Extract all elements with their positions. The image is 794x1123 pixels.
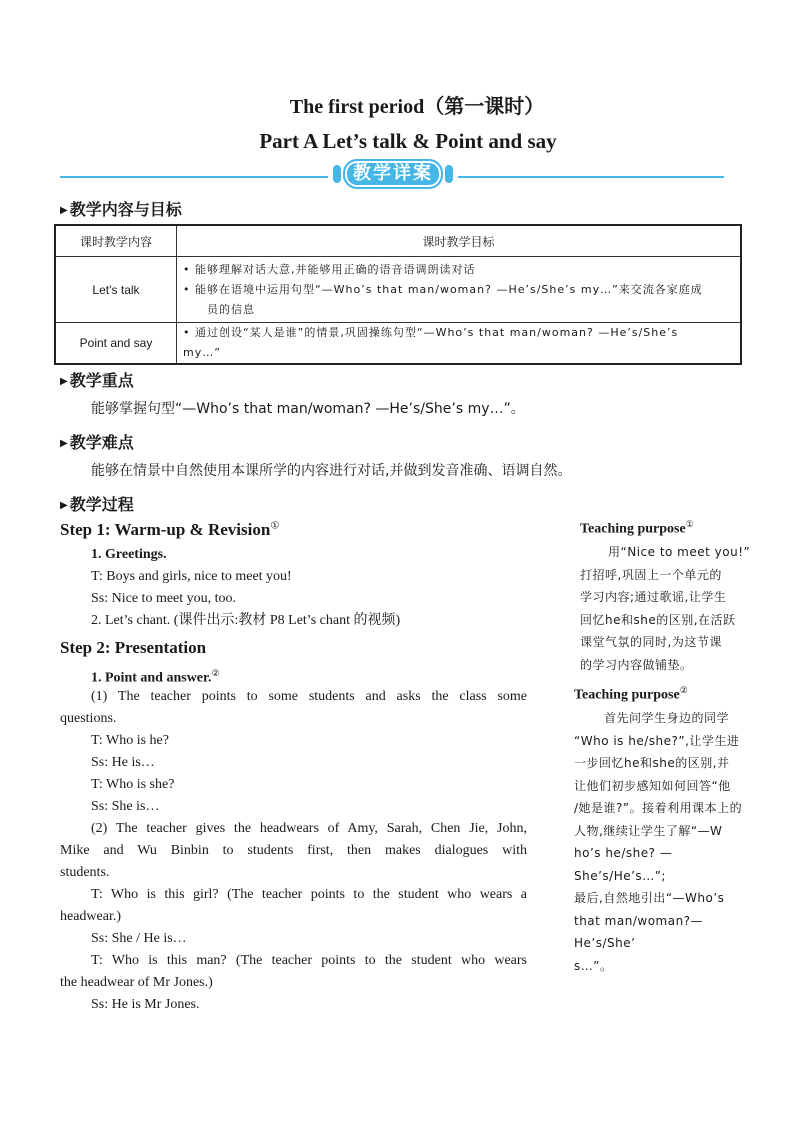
triangle-icon: ▶ <box>60 205 68 216</box>
step-2-line: Ss: He is… <box>91 755 155 770</box>
table-cell-goals <box>177 323 742 365</box>
section-difficulty-label: 教学难点 <box>69 433 134 452</box>
sidebar-note-2-title <box>574 685 688 704</box>
triangle-icon: ▶ <box>60 376 68 387</box>
sidebar-line: 打招呼,巩固上一个单元的 <box>580 567 722 582</box>
table-row <box>55 323 741 365</box>
footnote-marker: ② <box>679 685 688 695</box>
page-title: The first period（第一课时） <box>289 96 545 118</box>
step-2-line: T: Who is he? <box>91 733 169 748</box>
sidebar-line: 一步回忆he和she的区别,并 <box>574 756 730 770</box>
table-row <box>55 257 741 323</box>
step-2-line: Ss: He is Mr Jones. <box>91 997 200 1012</box>
section-focus-heading <box>60 368 134 391</box>
step-2-line: T: Who is this man? (The teacher points to the student who wears <box>91 953 527 968</box>
difficulty-text: 能够在情景中自然使用本课所学的内容进行对话,并做到发音准确、语调自然。 <box>91 463 572 479</box>
step-1-line: 1. Greetings. <box>91 547 167 562</box>
step-2-line: headwear.) <box>60 909 122 924</box>
step-2-line: 1. Point and answer. <box>91 670 212 686</box>
table-header-goals: 课时教学目标 <box>177 225 742 257</box>
goal-line: my…” <box>183 346 221 359</box>
sidebar-line: 首先问学生身边的同学 <box>604 711 730 725</box>
table-cell-content: Point and say <box>55 323 177 365</box>
sidebar-note-1-title <box>580 519 694 538</box>
step-2-line: Ss: She / He is… <box>91 931 187 946</box>
focus-text: 能够掌握句型“—Who’s that man/woman? —He’s/She’s my…”。 <box>91 401 525 417</box>
triangle-icon: ▶ <box>60 438 68 449</box>
goal-line: • 能够理解对话大意,并能够用正确的语音语调朗读对话 <box>183 262 476 276</box>
step-1-line: T: Boys and girls, nice to meet you! <box>91 569 292 584</box>
triangle-icon: ▶ <box>60 500 68 511</box>
section-difficulty-heading <box>60 430 134 453</box>
sidebar-line: /她是谁?”。接着利用课本上的 <box>574 801 743 815</box>
sidebar-line: 最后,自然地引出“—Who’s <box>574 891 725 905</box>
table-cell-goals <box>177 257 742 323</box>
section-process-label: 教学过程 <box>69 495 134 514</box>
sidebar-line: ho’s he/she? —She’s/He’s…”; <box>574 846 673 883</box>
table-cell-content: Let’s talk <box>55 257 177 323</box>
step-2-line: students. <box>60 865 110 880</box>
table-header-content: 课时教学内容 <box>55 225 177 257</box>
sidebar-line: “Who is he/she?”,让学生进 <box>574 733 740 748</box>
step-2-line: (2) The teacher gives the headwears of Amy, Sarah, Chen Jie, John, <box>91 821 527 836</box>
sidebar-line: 回忆he和she的区别,在活跃 <box>580 612 736 627</box>
step-2-line: T: Who is she? <box>91 777 175 792</box>
sidebar-line: 让他们初步感知如何回答“他 <box>574 778 731 793</box>
banner-line-left <box>60 176 328 178</box>
banner-label: 教学详案 <box>343 159 443 189</box>
step-2-title: Step 2: Presentation <box>60 638 207 657</box>
page-subtitle: Part A Let’s talk & Point and say <box>259 129 557 153</box>
footnote-marker: ② <box>211 668 220 678</box>
sidebar-note-1-body <box>580 541 756 676</box>
step-1-line: 2. Let’s chant. (课件出示:教材 P8 Let’s chant 的视频) <box>91 613 401 628</box>
goal-line: 员的信息 <box>207 302 255 316</box>
footnote-marker: ① <box>685 519 694 529</box>
sidebar-note-1-title-text: Teaching purpose <box>580 521 686 537</box>
banner <box>324 160 462 188</box>
section-focus-label: 教学重点 <box>69 371 134 390</box>
sidebar-note-2-body <box>574 707 754 977</box>
sidebar-line: 的学习内容做铺垫。 <box>580 657 693 672</box>
objectives-table <box>54 224 742 365</box>
step-1-title <box>60 520 279 540</box>
step-2-line: Ss: She is… <box>91 799 160 814</box>
sidebar-line: 用“Nice to meet you!” <box>608 545 751 559</box>
section-process-heading <box>60 492 134 515</box>
footnote-marker: ① <box>270 520 280 532</box>
section-content-heading <box>60 197 182 220</box>
banner-cap-left <box>333 165 341 183</box>
goal-line: • 通过创设“某人是谁”的情景,巩固操练句型“—Who’s that man/woman? —He’s/She’s <box>183 326 679 339</box>
sidebar-line: 课堂气氛的同时,为这节课 <box>580 635 722 649</box>
step-2-line: questions. <box>60 711 117 726</box>
table-header-row <box>55 225 741 257</box>
section-content-label: 教学内容与目标 <box>69 200 182 219</box>
sidebar-note-2-title-text: Teaching purpose <box>574 687 680 703</box>
step-2-line: Mike and Wu Binbin to students first, then makes dialogues with <box>60 843 527 858</box>
goal-line: • 能够在语境中运用句型“—Who’s that man/woman? —He’s/She’s my…”来交流各家庭成 <box>183 282 703 296</box>
step-2-line: the headwear of Mr Jones.) <box>60 975 213 990</box>
banner-cap-right <box>445 165 453 183</box>
step-1-title-text: Step 1: Warm-up & Revision <box>60 520 271 539</box>
step-2-line: T: Who is this girl? (The teacher points to the student who wears a <box>91 887 527 902</box>
sidebar-line: 人物,继续让学生了解“—W <box>574 823 723 838</box>
sidebar-line: s…”。 <box>574 958 613 973</box>
sidebar-line: 学习内容;通过歌谣,让学生 <box>580 590 727 604</box>
step-1-line: Ss: Nice to meet you, too. <box>91 591 237 606</box>
banner-line-right <box>458 176 724 178</box>
sidebar-line: that man/woman?—He’s/She’ <box>574 913 704 950</box>
step-2-line: (1) The teacher points to some students and asks the class some <box>91 689 527 704</box>
